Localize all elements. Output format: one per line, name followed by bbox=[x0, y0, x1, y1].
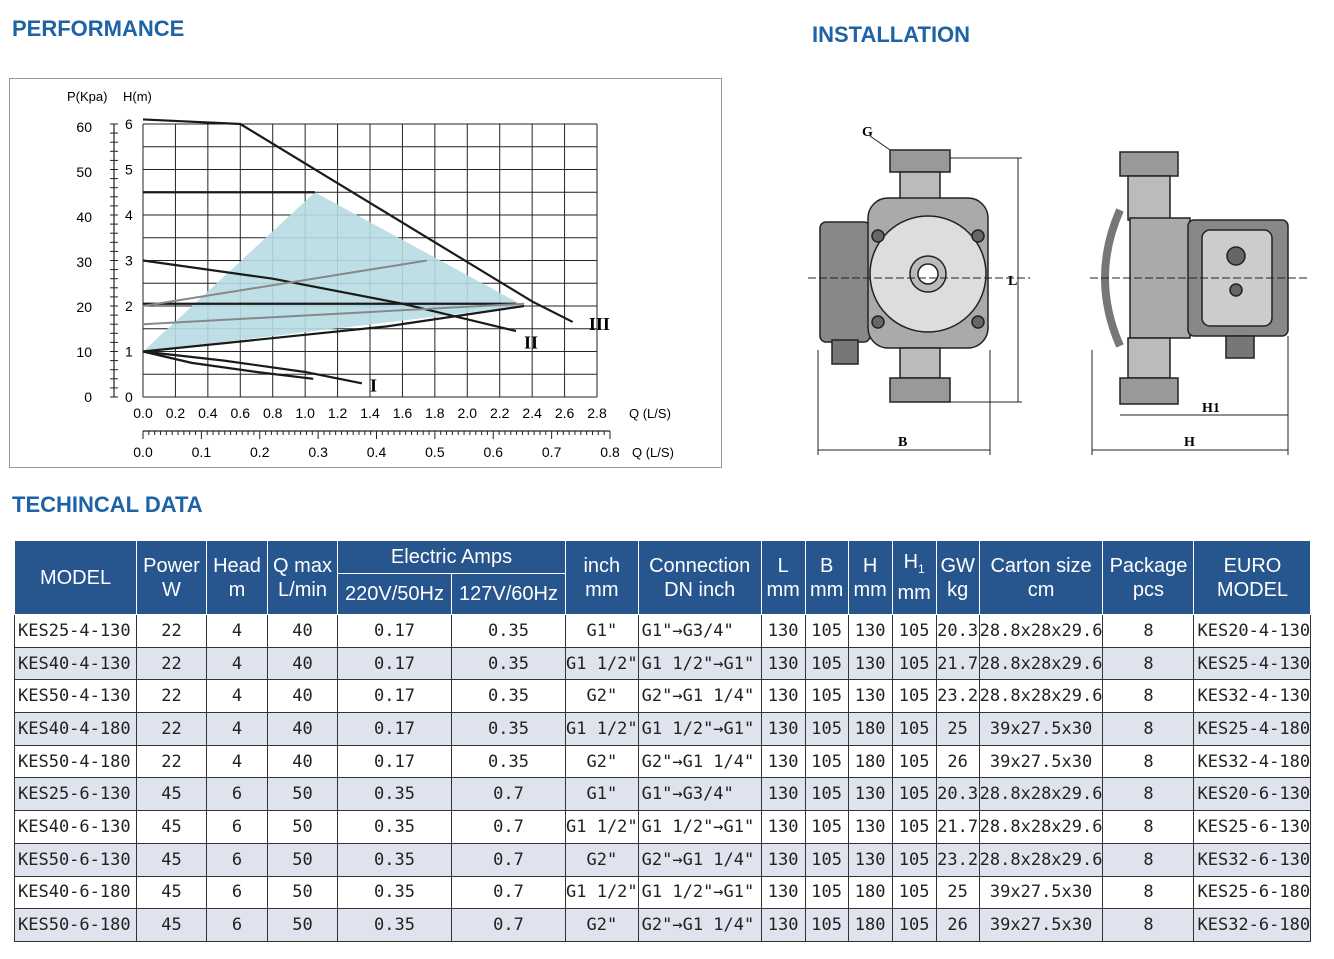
cell-amps-127: 0.7 bbox=[452, 843, 566, 876]
cell-b: 105 bbox=[805, 909, 848, 942]
cell-head: 6 bbox=[207, 811, 268, 844]
cell-h: 130 bbox=[848, 680, 892, 713]
front-bottom-flange bbox=[890, 378, 950, 402]
cell-amps-220: 0.35 bbox=[338, 876, 452, 909]
side-top-pipe bbox=[1128, 176, 1170, 220]
cell-package: 8 bbox=[1103, 647, 1194, 680]
cell-power: 22 bbox=[137, 745, 207, 778]
cell-euro: KES25-6-130 bbox=[1194, 811, 1311, 844]
cell-amps-220: 0.35 bbox=[338, 811, 452, 844]
cell-inch: G2" bbox=[566, 909, 639, 942]
header-model bbox=[15, 541, 137, 615]
cell-connection: G2"→G1 1/4" bbox=[638, 680, 761, 713]
cell-amps-220: 0.17 bbox=[338, 680, 452, 713]
cell-package: 8 bbox=[1103, 778, 1194, 811]
x-tick-label: 0.8 bbox=[262, 405, 283, 421]
side-top-flange bbox=[1120, 152, 1178, 176]
cell-model: KES40-4-130 bbox=[15, 647, 137, 680]
cell-h: 180 bbox=[848, 909, 892, 942]
cell-euro: KES32-4-180 bbox=[1194, 745, 1311, 778]
x2-tick-label: 0.6 bbox=[483, 444, 503, 460]
cell-inch: G1 1/2" bbox=[566, 811, 639, 844]
m-tick-label: 3 bbox=[125, 252, 133, 269]
front-terminal-box bbox=[820, 222, 870, 342]
curve-label-iii: III bbox=[588, 314, 610, 335]
cell-l: 130 bbox=[761, 843, 805, 876]
table-row bbox=[15, 713, 1311, 746]
installation-heading: INSTALLATION bbox=[812, 22, 971, 47]
cell-qmax: 40 bbox=[268, 615, 338, 648]
front-bolt bbox=[872, 316, 884, 328]
cell-amps-220: 0.35 bbox=[338, 843, 452, 876]
cell-amps-220: 0.17 bbox=[338, 713, 452, 746]
cell-connection: G1 1/2"→G1" bbox=[638, 647, 761, 680]
cell-amps-127: 0.35 bbox=[452, 615, 566, 648]
cell-power: 22 bbox=[137, 713, 207, 746]
kpa-tick-label: 20 bbox=[76, 299, 92, 315]
header-carton-unit: cm bbox=[1027, 578, 1055, 601]
b-label: B bbox=[898, 435, 908, 450]
header-h1 bbox=[892, 541, 936, 615]
cell-package: 8 bbox=[1103, 843, 1194, 876]
cell-carton: 28.8x28x29.6 bbox=[979, 615, 1103, 648]
front-bolt bbox=[972, 316, 984, 328]
cell-qmax: 50 bbox=[268, 778, 338, 811]
cell-h1: 105 bbox=[892, 745, 936, 778]
cell-euro: KES32-6-180 bbox=[1194, 909, 1311, 942]
header-qmax-unit: L/min bbox=[278, 578, 327, 601]
cell-power: 22 bbox=[137, 615, 207, 648]
front-bottom-pipe bbox=[900, 348, 940, 378]
cell-h1: 105 bbox=[892, 811, 936, 844]
cell-model: KES40-6-180 bbox=[15, 876, 137, 909]
kpa-tick-label: 50 bbox=[76, 164, 92, 180]
x-tick-label: 0.6 bbox=[230, 405, 251, 421]
header-l bbox=[761, 541, 805, 615]
cell-model: KES25-6-130 bbox=[15, 778, 137, 811]
m-tick-label: 2 bbox=[125, 298, 133, 314]
header-h-label: H bbox=[862, 554, 878, 577]
header-carton-label: Carton size bbox=[990, 554, 1092, 577]
technical-data-body bbox=[15, 615, 1311, 942]
table-row bbox=[15, 615, 1311, 648]
cell-l: 130 bbox=[761, 713, 805, 746]
technical-data-heading: TECHINCAL DATA bbox=[12, 492, 203, 517]
front-cable-gland bbox=[832, 340, 858, 364]
kpa-tick-label: 40 bbox=[76, 209, 92, 225]
cell-amps-127: 0.35 bbox=[452, 745, 566, 778]
cell-power: 45 bbox=[137, 876, 207, 909]
cell-head: 6 bbox=[207, 876, 268, 909]
x2-tick-label: 0.5 bbox=[425, 444, 445, 460]
cell-h1: 105 bbox=[892, 647, 936, 680]
x-tick-label: 1.4 bbox=[360, 405, 380, 421]
front-bolt bbox=[972, 230, 984, 242]
side-cable-gland bbox=[1226, 336, 1254, 358]
x2-tick-label: 0.4 bbox=[366, 444, 387, 460]
performance-chart-svg bbox=[10, 79, 721, 467]
x-axis-label: Q (L/S) bbox=[629, 406, 671, 421]
cell-euro: KES32-6-130 bbox=[1194, 843, 1311, 876]
cell-b: 105 bbox=[805, 647, 848, 680]
cell-h1: 105 bbox=[892, 909, 936, 942]
header-euro bbox=[1194, 541, 1311, 615]
x-tick-label: 2.2 bbox=[489, 405, 510, 421]
cell-amps-220: 0.17 bbox=[338, 615, 452, 648]
x-tick-label: 0.4 bbox=[198, 405, 218, 421]
m-tick-label: 5 bbox=[125, 161, 133, 178]
cell-qmax: 40 bbox=[268, 680, 338, 713]
front-bolt bbox=[872, 230, 884, 242]
cell-model: KES40-4-180 bbox=[15, 713, 137, 746]
header-b-label: B bbox=[819, 554, 834, 577]
front-center-screw bbox=[918, 264, 938, 284]
cell-package: 8 bbox=[1103, 876, 1194, 909]
cell-l: 130 bbox=[761, 647, 805, 680]
cell-euro: KES20-6-130 bbox=[1194, 778, 1311, 811]
cell-gw: 26 bbox=[936, 909, 979, 942]
header-euro-label: EURO bbox=[1223, 554, 1282, 577]
x-tick-label: 1.6 bbox=[392, 405, 413, 421]
cell-l: 130 bbox=[761, 778, 805, 811]
cell-qmax: 40 bbox=[268, 647, 338, 680]
cell-model: KES25-4-130 bbox=[15, 615, 137, 648]
cell-inch: G1" bbox=[566, 615, 639, 648]
header-b-unit: mm bbox=[809, 578, 844, 601]
m-tick-label: 6 bbox=[125, 116, 133, 132]
x-tick-label: 2.8 bbox=[587, 405, 607, 421]
cell-head: 4 bbox=[207, 713, 268, 746]
x-tick-label: 0.0 bbox=[133, 405, 153, 421]
table-row bbox=[15, 811, 1311, 844]
side-bottom-pipe bbox=[1128, 338, 1170, 378]
kpa-tick-label: 30 bbox=[76, 254, 92, 270]
header-gw-unit: kg bbox=[947, 578, 969, 601]
cell-model: KES50-6-130 bbox=[15, 843, 137, 876]
header-package-unit: pcs bbox=[1132, 578, 1165, 601]
cell-amps-127: 0.35 bbox=[452, 713, 566, 746]
x-tick-label: 1.8 bbox=[425, 405, 445, 421]
cell-amps-220: 0.17 bbox=[338, 745, 452, 778]
header-head-label: Head bbox=[213, 554, 261, 577]
technical-data-table bbox=[14, 540, 1311, 942]
cell-power: 45 bbox=[137, 811, 207, 844]
cell-h: 130 bbox=[848, 778, 892, 811]
cell-package: 8 bbox=[1103, 680, 1194, 713]
cell-carton: 28.8x28x29.6 bbox=[979, 843, 1103, 876]
cell-power: 45 bbox=[137, 909, 207, 942]
cell-amps-220: 0.35 bbox=[338, 778, 452, 811]
header-package-label: Package bbox=[1109, 554, 1188, 577]
cell-carton: 28.8x28x29.6 bbox=[979, 811, 1103, 844]
header-power bbox=[137, 541, 207, 615]
cell-package: 8 bbox=[1103, 615, 1194, 648]
cell-inch: G1" bbox=[566, 778, 639, 811]
cell-b: 105 bbox=[805, 615, 848, 648]
cell-gw: 20.3 bbox=[936, 778, 979, 811]
cell-h: 130 bbox=[848, 615, 892, 648]
kpa-tick-label: 60 bbox=[76, 119, 92, 135]
x2-tick-label: 0.3 bbox=[308, 444, 328, 460]
cell-connection: G1 1/2"→G1" bbox=[638, 876, 761, 909]
cell-h: 130 bbox=[848, 647, 892, 680]
cell-b: 105 bbox=[805, 778, 848, 811]
cell-head: 6 bbox=[207, 843, 268, 876]
table-row bbox=[15, 843, 1311, 876]
header-l-unit: mm bbox=[766, 578, 800, 601]
x-tick-label: 2.4 bbox=[522, 405, 542, 421]
l-label: L bbox=[1008, 274, 1018, 289]
cell-gw: 21.7 bbox=[936, 811, 979, 844]
m-tick-label: 0 bbox=[125, 389, 133, 405]
cell-amps-127: 0.35 bbox=[452, 647, 566, 680]
cell-head: 4 bbox=[207, 745, 268, 778]
y-axis-label-kpa: P(Kpa) bbox=[67, 89, 108, 104]
h1-label: H1 bbox=[1202, 401, 1220, 416]
x-tick-label: 1.0 bbox=[295, 405, 315, 421]
cell-h1: 105 bbox=[892, 876, 936, 909]
cell-inch: G2" bbox=[566, 843, 639, 876]
cell-gw: 21.7 bbox=[936, 647, 979, 680]
cell-qmax: 40 bbox=[268, 745, 338, 778]
cell-b: 105 bbox=[805, 680, 848, 713]
x2-tick-label: 0.0 bbox=[133, 444, 153, 460]
cell-h: 180 bbox=[848, 745, 892, 778]
m-tick-label: 4 bbox=[125, 207, 133, 223]
cell-l: 130 bbox=[761, 876, 805, 909]
x-tick-label: 1.2 bbox=[327, 405, 348, 421]
cell-power: 22 bbox=[137, 680, 207, 713]
cell-h: 130 bbox=[848, 811, 892, 844]
header-h1-label: H bbox=[903, 551, 919, 573]
header-carton bbox=[979, 541, 1103, 615]
x-tick-label: 2.6 bbox=[554, 405, 575, 421]
y-axis-label-m: H(m) bbox=[123, 89, 152, 104]
header-electric-amps: Electric Amps bbox=[338, 541, 566, 574]
cell-connection: G1"→G3/4" bbox=[638, 615, 761, 648]
pump-front-view bbox=[820, 150, 988, 402]
cell-inch: G1 1/2" bbox=[566, 647, 639, 680]
curve-label-ii: II bbox=[524, 332, 539, 353]
cell-connection: G2"→G1 1/4" bbox=[638, 745, 761, 778]
cell-gw: 23.2 bbox=[936, 843, 979, 876]
cell-amps-127: 0.7 bbox=[452, 876, 566, 909]
header-h1-unit: mm bbox=[897, 582, 931, 604]
cell-carton: 39x27.5x30 bbox=[979, 909, 1103, 942]
x-tick-label: 2.0 bbox=[457, 405, 478, 421]
x2-tick-label: 0.2 bbox=[250, 444, 270, 460]
cell-h1: 105 bbox=[892, 713, 936, 746]
cell-carton: 28.8x28x29.6 bbox=[979, 680, 1103, 713]
cell-h: 180 bbox=[848, 713, 892, 746]
cell-connection: G2"→G1 1/4" bbox=[638, 843, 761, 876]
cell-power: 45 bbox=[137, 778, 207, 811]
cell-l: 130 bbox=[761, 680, 805, 713]
cell-carton: 28.8x28x29.6 bbox=[979, 778, 1103, 811]
cell-connection: G1 1/2"→G1" bbox=[638, 713, 761, 746]
cell-connection: G2"→G1 1/4" bbox=[638, 909, 761, 942]
cell-qmax: 50 bbox=[268, 843, 338, 876]
cell-euro: KES20-4-130 bbox=[1194, 615, 1311, 648]
cell-b: 105 bbox=[805, 811, 848, 844]
performance-chart bbox=[9, 78, 722, 468]
cell-euro: KES25-6-180 bbox=[1194, 876, 1311, 909]
cell-l: 130 bbox=[761, 745, 805, 778]
cell-model: KES50-4-180 bbox=[15, 745, 137, 778]
header-euro-unit: MODEL bbox=[1216, 578, 1289, 601]
header-h1-sub: 1 bbox=[918, 562, 925, 576]
cell-inch: G2" bbox=[566, 745, 639, 778]
table-row bbox=[15, 680, 1311, 713]
header-package bbox=[1103, 541, 1194, 615]
header-b bbox=[805, 541, 848, 615]
cell-carton: 39x27.5x30 bbox=[979, 713, 1103, 746]
cell-qmax: 50 bbox=[268, 909, 338, 942]
header-gw-label: GW bbox=[940, 554, 975, 577]
cell-gw: 20.3 bbox=[936, 615, 979, 648]
cell-inch: G1 1/2" bbox=[566, 713, 639, 746]
cell-amps-127: 0.7 bbox=[452, 778, 566, 811]
front-top-pipe bbox=[900, 172, 940, 200]
side-knob bbox=[1227, 247, 1245, 265]
header-qmax bbox=[268, 541, 338, 615]
cell-package: 8 bbox=[1103, 811, 1194, 844]
header-head bbox=[207, 541, 268, 615]
header-gw bbox=[936, 541, 979, 615]
header-power-unit: W bbox=[162, 578, 181, 601]
table-row bbox=[15, 909, 1311, 942]
cell-connection: G1"→G3/4" bbox=[638, 778, 761, 811]
cell-qmax: 50 bbox=[268, 811, 338, 844]
cell-gw: 23.2 bbox=[936, 680, 979, 713]
cell-package: 8 bbox=[1103, 713, 1194, 746]
g-leader-line bbox=[870, 136, 890, 150]
cell-h: 180 bbox=[848, 876, 892, 909]
cell-l: 130 bbox=[761, 811, 805, 844]
cell-model: KES50-6-180 bbox=[15, 909, 137, 942]
cell-inch: G1 1/2" bbox=[566, 876, 639, 909]
cell-euro: KES25-4-180 bbox=[1194, 713, 1311, 746]
cell-package: 8 bbox=[1103, 909, 1194, 942]
kpa-tick-label: 10 bbox=[76, 344, 92, 360]
table-row bbox=[15, 876, 1311, 909]
header-h bbox=[848, 541, 892, 615]
front-top-flange bbox=[890, 150, 950, 172]
header-inch-unit: mm bbox=[585, 578, 619, 601]
cell-head: 6 bbox=[207, 778, 268, 811]
header-connection-label: Connection bbox=[649, 554, 751, 577]
cell-b: 105 bbox=[805, 713, 848, 746]
x2-tick-label: 0.1 bbox=[191, 444, 212, 460]
header-connection-unit: DN inch bbox=[664, 578, 736, 601]
cell-amps-220: 0.17 bbox=[338, 647, 452, 680]
header-h-unit: mm bbox=[853, 578, 887, 601]
cell-amps-220: 0.35 bbox=[338, 909, 452, 942]
cell-euro: KES25-4-130 bbox=[1194, 647, 1311, 680]
cell-model: KES50-4-130 bbox=[15, 680, 137, 713]
cell-qmax: 40 bbox=[268, 713, 338, 746]
table-row bbox=[15, 745, 1311, 778]
cell-euro: KES32-4-130 bbox=[1194, 680, 1311, 713]
cell-model: KES40-6-130 bbox=[15, 811, 137, 844]
cell-h1: 105 bbox=[892, 615, 936, 648]
x2-tick-label: 0.8 bbox=[600, 444, 620, 460]
table-row bbox=[15, 778, 1311, 811]
header-power-label: Power bbox=[143, 554, 200, 577]
cell-head: 4 bbox=[207, 680, 268, 713]
cell-h: 130 bbox=[848, 843, 892, 876]
header-amps-127: 127V/60Hz bbox=[452, 574, 566, 615]
cell-h1: 105 bbox=[892, 778, 936, 811]
header-l-label: L bbox=[777, 554, 789, 577]
cell-h1: 105 bbox=[892, 680, 936, 713]
cell-amps-127: 0.35 bbox=[452, 680, 566, 713]
cell-h1: 105 bbox=[892, 843, 936, 876]
header-connection bbox=[638, 541, 761, 615]
performance-heading: PERFORMANCE bbox=[12, 16, 185, 41]
cell-power: 45 bbox=[137, 843, 207, 876]
cell-amps-127: 0.7 bbox=[452, 909, 566, 942]
curve-label-i: I bbox=[370, 375, 378, 396]
cell-carton: 39x27.5x30 bbox=[979, 745, 1103, 778]
table-row bbox=[15, 647, 1311, 680]
cell-connection: G1 1/2"→G1" bbox=[638, 811, 761, 844]
x-tick-label: 0.2 bbox=[165, 405, 186, 421]
cell-inch: G2" bbox=[566, 680, 639, 713]
cell-gw: 25 bbox=[936, 713, 979, 746]
cell-head: 6 bbox=[207, 909, 268, 942]
cell-head: 4 bbox=[207, 615, 268, 648]
cell-b: 105 bbox=[805, 843, 848, 876]
cell-l: 130 bbox=[761, 615, 805, 648]
cell-b: 105 bbox=[805, 745, 848, 778]
header-amps-220: 220V/50Hz bbox=[338, 574, 452, 615]
header-inch bbox=[566, 541, 639, 615]
side-bottom-flange bbox=[1120, 378, 1178, 404]
x2-axis-label: Q (L/S) bbox=[632, 445, 674, 460]
cell-power: 22 bbox=[137, 647, 207, 680]
kpa-tick-label: 0 bbox=[84, 389, 92, 405]
cell-head: 4 bbox=[207, 647, 268, 680]
cell-carton: 28.8x28x29.6 bbox=[979, 647, 1103, 680]
g-label: G bbox=[862, 125, 873, 140]
x2-tick-label: 0.7 bbox=[541, 444, 562, 460]
side-indicator bbox=[1230, 284, 1242, 296]
cell-gw: 26 bbox=[936, 745, 979, 778]
cell-carton: 39x27.5x30 bbox=[979, 876, 1103, 909]
header-inch-label: inch bbox=[583, 554, 621, 577]
m-tick-label: 1 bbox=[125, 343, 133, 360]
cell-amps-127: 0.7 bbox=[452, 811, 566, 844]
cell-package: 8 bbox=[1103, 745, 1194, 778]
header-qmax-label: Q max bbox=[273, 554, 332, 577]
cell-gw: 25 bbox=[936, 876, 979, 909]
header-model-label: MODEL bbox=[39, 566, 112, 589]
cell-l: 130 bbox=[761, 909, 805, 942]
cell-b: 105 bbox=[805, 876, 848, 909]
h-label: H bbox=[1184, 435, 1195, 450]
header-head-unit: m bbox=[228, 578, 246, 601]
installation-drawing bbox=[790, 110, 1320, 460]
cell-qmax: 50 bbox=[268, 876, 338, 909]
